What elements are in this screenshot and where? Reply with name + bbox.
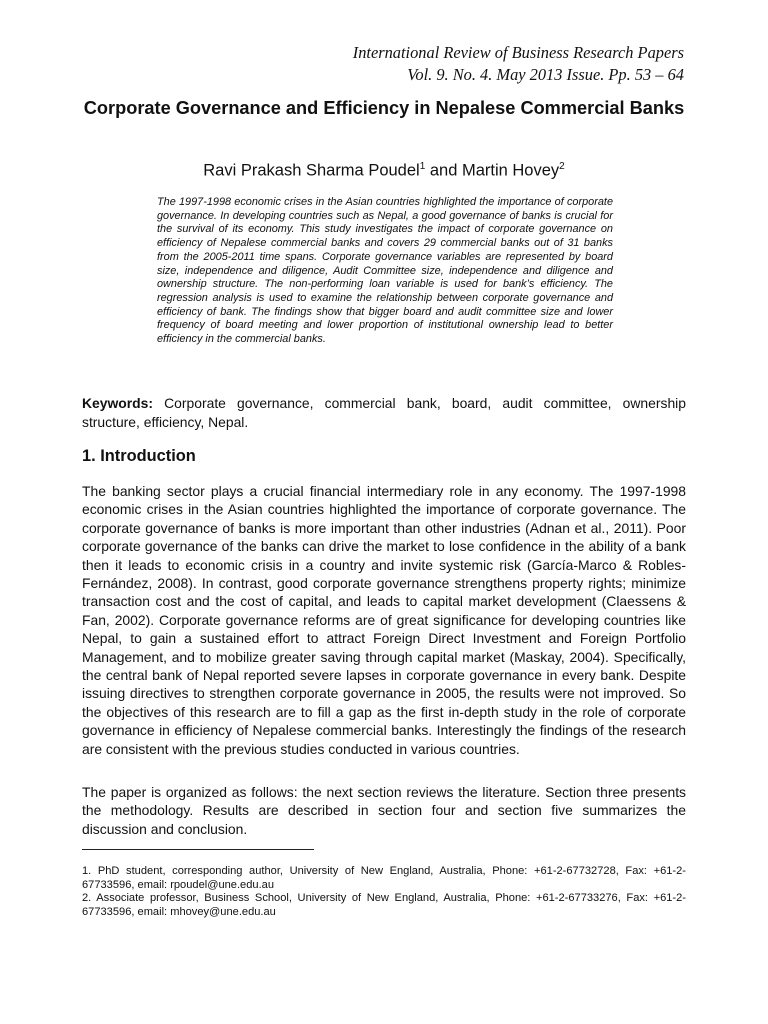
- author-2-name: Martin Hovey: [461, 161, 560, 180]
- abstract: The 1997-1998 economic crises in the Asian countries highlighted the importance of corporate governance. In developing countries such as Nepal, a good governance of banks is crucial for the survival of its economy. This study investigates the impact of corporate governance on efficiency of Nepalese commercial banks and covers 29 commercial banks out of 31 banks from the 2005-2011 time spans. Corporate governance variables are represented by board size, independence and diligence, Audit Committee size, independence and diligence and ownership structure. The non-performing loan variable is used for bank’s efficiency. The regression analysis is used to examine the relationship between corporate governance and efficiency of bank. The findings show that bigger board and audit committee size and lower frequency of board meeting and lower proportion of institutional ownership lead to better efficiency in the commercial banks.: [157, 196, 613, 346]
- keywords-label: Keywords:: [82, 395, 154, 411]
- journal-header: [353, 42, 684, 86]
- introduction-heading: 1. Introduction: [82, 447, 196, 465]
- author-1-footnote-mark: 1: [419, 161, 426, 172]
- footnotes: [82, 865, 686, 920]
- footnote-2: 2. Associate professor, Business School, University of New England, Australia, Phone: +61-2-67733276, Fax: +61-2-67733596, email: mhovey@une.edu.au: [82, 892, 686, 919]
- keywords: [82, 394, 686, 431]
- paper-title: Corporate Governance and Efficiency in Nepalese Commercial Banks: [83, 98, 685, 118]
- keywords-text: Corporate governance, commercial bank, board, audit committee, ownership structure, efficiency, Nepal.: [82, 395, 686, 430]
- author-1-name: Ravi Prakash Sharma Poudel: [203, 161, 420, 180]
- author-2-footnote-mark: 2: [559, 161, 565, 172]
- journal-issue: Vol. 9. No. 4. May 2013 Issue. Pp. 53 – 64: [407, 65, 684, 84]
- author-line: [82, 156, 686, 182]
- journal-name: International Review of Business Research Papers: [352, 43, 684, 62]
- footnote-divider: [82, 849, 314, 850]
- author-conjunction: and: [425, 161, 462, 180]
- introduction-paragraph-1: The banking sector plays a crucial financial intermediary role in any economy. The 1997-1998 economic crises in the Asian countries highlighted the importance of corporate governance. The corporate governance of banks is more important than other industries (Adnan et al., 2011). Poor corporate governance of the banks can drive the market to lose confidence in the ability of a bank then it leads to economic crisis in a country and invite systemic risk (García-Marco & Robles-Fernández, 2008). In contrast, good corporate governance strengthens property rights; minimize transaction cost and the cost of capital, and leads to capital market development (Claessens & Fan, 2002). Corporate governance reforms are of great significance for developing countries like Nepal, to gain a sustained effort to attract Foreign Direct Investment and Foreign Portfolio Management, and to mobilize greater saving through capital market (Maskay, 2004). Specifically, the central bank of Nepal reported severe lapses in corporate governance in every bank. Despite issuing directives to strengthen corporate governance in 2005, the results were not improved. So the objectives of this research are to fill a gap as the first in-depth study in the role of corporate governance in efficiency of Nepalese commercial banks. Interestingly the findings of the research are consistent with the previous studies conducted in various countries.: [82, 483, 686, 757]
- footnote-1: 1. PhD student, corresponding author, University of New England, Australia, Phone: +61-2-67732728, Fax: +61-2-67733596, email: rpoudel@une.edu.au: [82, 865, 686, 891]
- introduction-paragraph-2: The paper is organized as follows: the next section reviews the literature. Section three presents the methodology. Results are described in section four and section five summarizes the discussion and conclusion.: [82, 784, 686, 837]
